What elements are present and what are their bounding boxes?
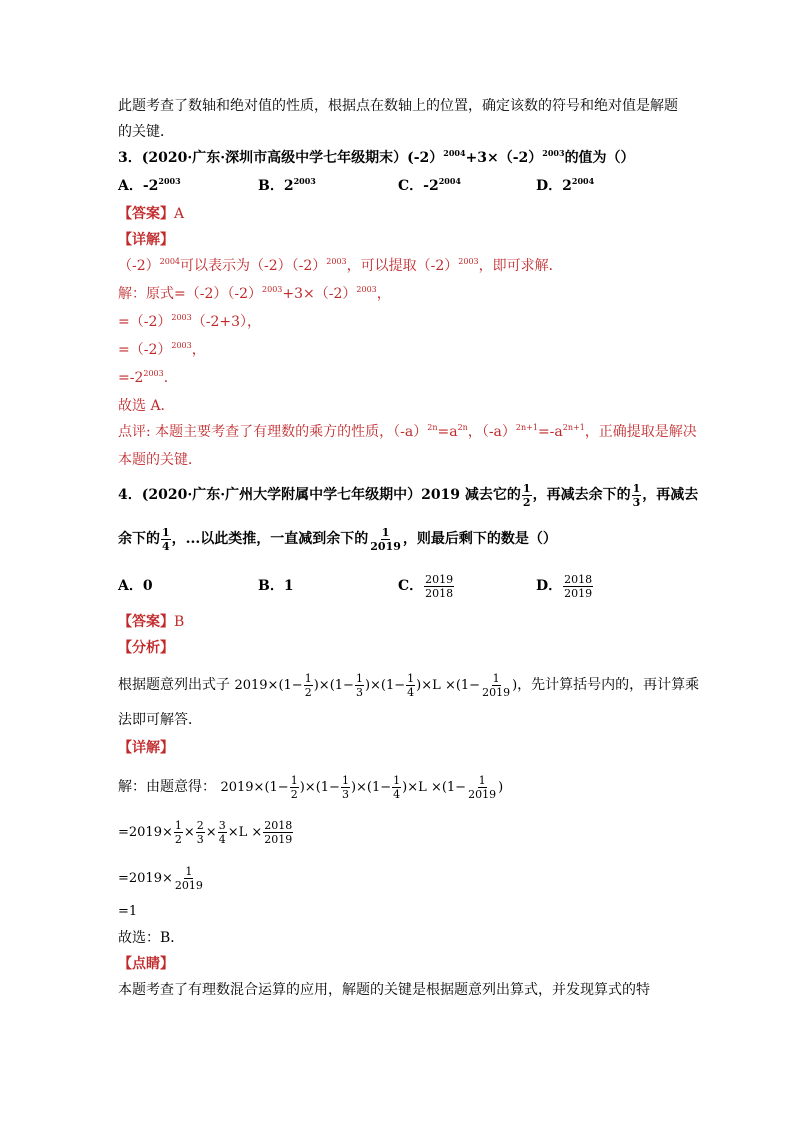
q3-options: [118, 176, 678, 198]
q3-option-c: C．$-2^{2004}$: [398, 176, 461, 194]
q4-analysis-tag: 【分析】: [118, 640, 174, 656]
q3-detail-line: $(-2)^{2004}$可以表示为$(-2)(-2)^{2003}$，可以提取$(-2)^{2003}$，即可求解．: [118, 257, 563, 274]
q4-answer: [118, 612, 184, 632]
q4-option-b: B．1: [258, 578, 294, 594]
q4-analysis-expression: 2019×(1− $\frac{1}{2}$ )×(1− $\frac{1}{3}$ )×(1− $\frac{1}{4}$ )×L ×(1− $\frac{1}{2019}$ ): [234, 672, 518, 699]
q4-analysis-line-2: 法即可解答．: [118, 712, 202, 728]
q4-choose: 故选：B．: [118, 930, 185, 946]
q4-options: [118, 568, 678, 604]
q3-comment: 点评: 本题主要考查了有理数的乘方的性质，$(-a)^{2n}=a^{2n}$，$(-a)^{2n+1}=-a^{2n+1}$，正确提取是解决: [118, 423, 697, 440]
q4-answer-tag: 【答案】: [118, 614, 174, 630]
intro-line-2: 的关键．: [118, 124, 174, 140]
q3-stem-mid: +3×（-2）: [465, 150, 543, 166]
q4-detail-tag: 【详解】: [118, 740, 174, 756]
q3-answer-value: A: [174, 206, 185, 222]
q4-option-d: D． $\frac{2018}{2019}$: [536, 572, 593, 600]
q4-stem-line-2: 余下的 $\frac{1}{4}$ ，...以此类推，一直减到余下的 $\frac{1}{2019}$ ，则最后剩下的数是（）: [118, 525, 557, 553]
q3-answer-tag: 【答案】: [118, 206, 174, 222]
q4-stem-line-1: 4．(2020·广东·广州大学附属中学七年级期中）2019 减去它的 $\frac{1}{2}$ ，再减去余下的 $\frac{1}{3}$ ，再减去: [118, 481, 699, 509]
q4-solution-line-1: 解：由题意得： 2019×(1− $\frac{1}{2}$ )×(1− $\frac{1}{3}$ )×(1− $\frac{1}{4}$ )×L ×(1− $\frac{1}{2019}$ ): [118, 774, 504, 801]
q4-point-tag: 【点睛】: [118, 956, 174, 972]
q3-stem-suffix: 的值为（）: [564, 150, 635, 166]
q3-stem: [118, 148, 635, 168]
q4-solution-line-4: =1: [118, 904, 138, 919]
q3-option-b: B．$2^{2003}$: [258, 176, 316, 194]
intro-line-1: 此题考查了数轴和绝对值的性质，根据点在数轴上的位置，确定该数的符号和绝对值是解题: [118, 98, 678, 114]
q3-solution-line-1: 解：原式$=(-2)(-2)^{2003}+3\times(-2)^{2003}$，: [118, 285, 391, 302]
q4-frac-last: $\frac{1}{2019}$: [370, 525, 401, 553]
q3-option-d: D．$2^{2004}$: [536, 176, 595, 194]
q3-stem-prefix: 3．(2020·广东·深圳市高级中学七年级期末）(-2）: [118, 150, 444, 166]
q3-answer: [118, 204, 184, 224]
q3-exp1: 2004: [443, 148, 466, 158]
q4-answer-value: B: [174, 614, 185, 630]
q3-solution-line-2: $=(-2)^{2003}(-2+3)$，: [118, 313, 262, 330]
q3-solution-line-4: $=-2^{2003}$．: [118, 369, 178, 386]
q3-solution-line-3: $=(-2)^{2003}$，: [118, 341, 206, 358]
q3-comment-line-2: 本题的关键．: [118, 452, 202, 468]
q4-analysis-line-1: 根据题意列出式子 2019×(1− $\frac{1}{2}$ )×(1− $\frac{1}{3}$ )×(1− $\frac{1}{4}$ )×L ×(1− $\frac{1}{2019}$ )，先计算括号内的，再计算乘: [118, 672, 700, 699]
q3-option-a: A．$-2^{2003}$: [118, 176, 181, 194]
q4-frac-half: $\frac{1}{2}$: [522, 481, 531, 509]
q4-solution-line-3: =2019× $\frac{1}{2019}$: [118, 865, 203, 892]
q3-detail-tag: 【详解】: [118, 232, 174, 248]
q4-option-a: A．0: [118, 578, 153, 594]
q4-point-text: 本题考查了有理数混合运算的应用，解题的关键是根据题意列出算式，并发现算式的特: [118, 982, 650, 998]
q3-choose: 故选 A．: [118, 398, 175, 414]
q3-exp2: 2003: [542, 148, 565, 158]
q4-solution-line-2: =2019× $\frac{1}{2}$ × $\frac{2}{3}$ × $\frac{3}{4}$ ×L × $\frac{2018}{2019}$: [118, 819, 293, 846]
q4-option-c: C． $\frac{2019}{2018}$: [398, 572, 454, 600]
q4-frac-quarter: $\frac{1}{4}$: [162, 525, 170, 553]
q4-frac-third: $\frac{1}{3}$: [632, 481, 641, 509]
